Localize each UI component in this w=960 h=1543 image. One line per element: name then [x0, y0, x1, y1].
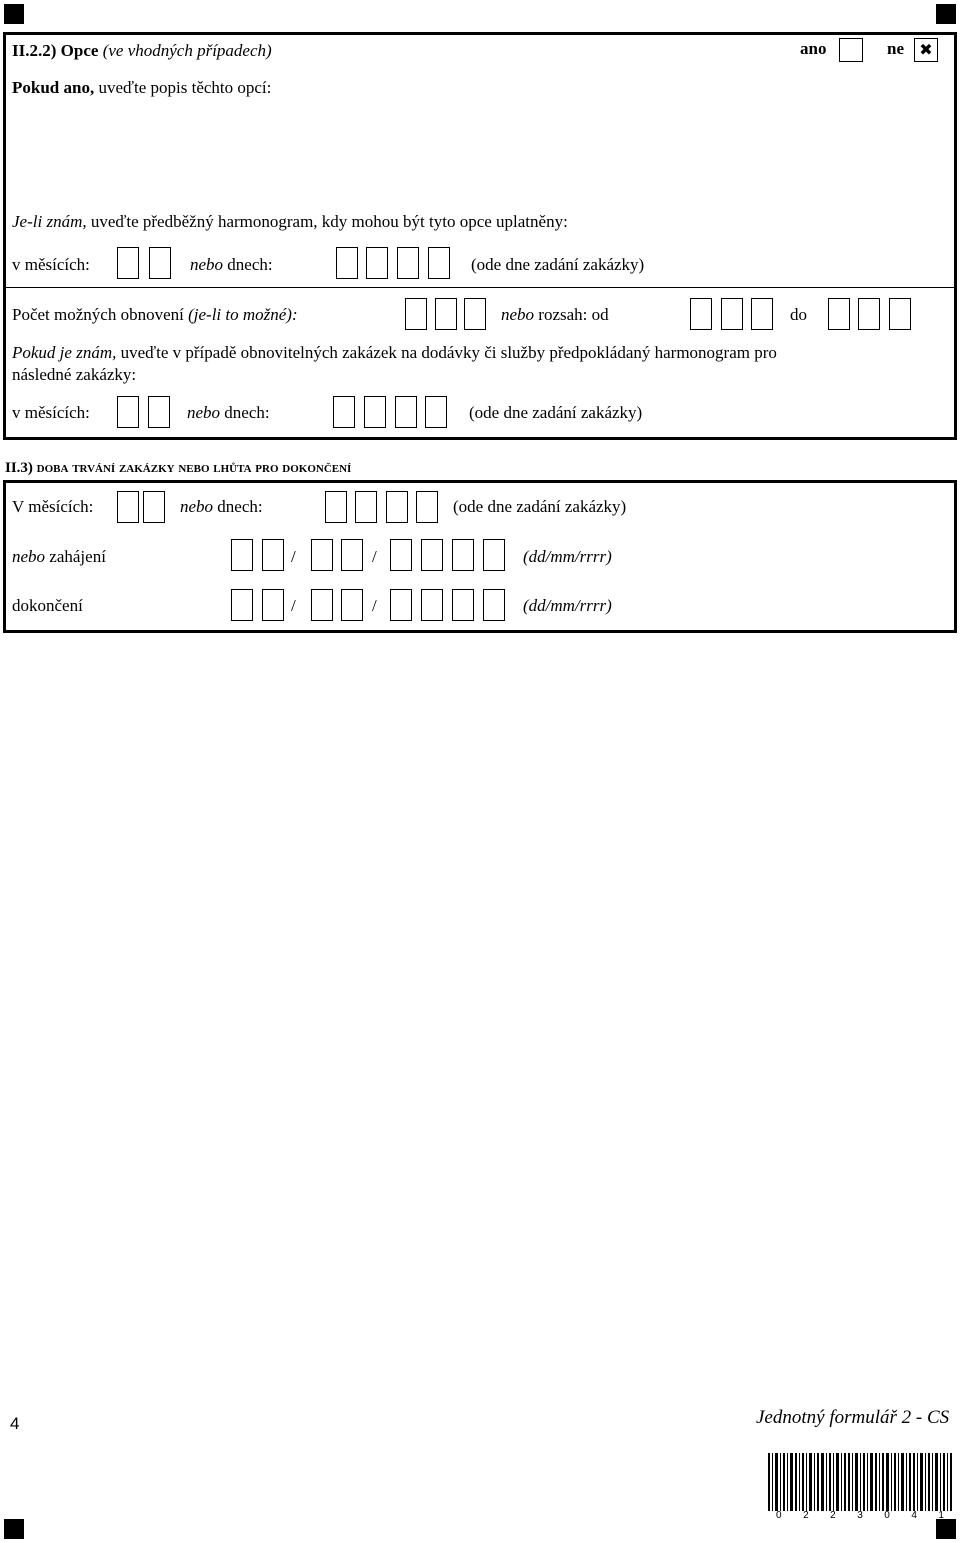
months-digit-box-2[interactable] [148, 396, 170, 428]
renewals-digit-box[interactable] [405, 298, 427, 330]
end-year-box[interactable] [483, 589, 505, 621]
divider [5, 287, 955, 288]
duration-or-label: nebo [180, 497, 214, 516]
options-schedule-prompt [12, 212, 568, 232]
months-label-2: v měsících: [12, 403, 90, 422]
range-to-digit-box[interactable] [828, 298, 850, 330]
schedule-italic: Je-li znám, [12, 212, 87, 231]
days-digit-box-2[interactable] [364, 396, 386, 428]
range-from-digit-box[interactable] [721, 298, 743, 330]
days-digit-box-2[interactable] [333, 396, 355, 428]
days-digit-box-2[interactable] [395, 396, 417, 428]
date-slash: / [291, 547, 296, 566]
barcode-digit: 3 [857, 1510, 863, 1521]
duration-days-digit-box[interactable] [386, 491, 408, 523]
days-digit-box[interactable] [428, 247, 450, 279]
days-digit-box[interactable] [336, 247, 358, 279]
renewals-note: (je-li to možné): [188, 305, 298, 324]
range-label: rozsah: od [538, 305, 609, 324]
months-digit-box[interactable] [117, 247, 139, 279]
duration-days-digit-box[interactable] [325, 491, 347, 523]
start-date-format: (dd/mm/rrrr) [523, 547, 612, 566]
range-to-digit-box[interactable] [858, 298, 880, 330]
describe-bold: Pokud ano, [12, 78, 95, 97]
or-days-label [190, 255, 273, 275]
renewals-digit-box[interactable] [435, 298, 457, 330]
duration-or-days [180, 497, 263, 517]
from-award-label: (ode dne zadání zakázky) [471, 255, 645, 274]
barcode-digit: 4 [911, 1510, 917, 1521]
renewable-rest: uveďte v případě obnovitelných zakázek na dodávky či služby předpokládaný harmonogram pro [120, 343, 777, 362]
checked-x-icon: ✖ [919, 40, 933, 59]
yes-checkbox[interactable] [839, 38, 863, 62]
months-label: v měsících: [12, 255, 90, 274]
months-digit-box[interactable] [149, 247, 171, 279]
options-description-prompt [12, 78, 271, 98]
end-month-box[interactable] [341, 589, 363, 621]
end-date-format: (dd/mm/rrrr) [523, 596, 612, 615]
range-or: nebo [501, 305, 535, 324]
renewals-prompt [12, 305, 298, 325]
days-label-2: dnech: [224, 403, 270, 422]
duration-days-digit-box[interactable] [416, 491, 438, 523]
days-digit-box[interactable] [397, 247, 419, 279]
barcode-digits [766, 1510, 954, 1521]
end-year-box[interactable] [452, 589, 474, 621]
renewals-digit-box[interactable] [464, 298, 486, 330]
start-month-box[interactable] [311, 539, 333, 571]
barcode-digit: 0 [776, 1510, 782, 1521]
start-label: zahájení [49, 547, 106, 566]
barcode-digit: 1 [938, 1510, 944, 1521]
start-year-box[interactable] [390, 539, 412, 571]
start-year-box[interactable] [452, 539, 474, 571]
duration-days-digit-box[interactable] [355, 491, 377, 523]
end-day-box[interactable] [231, 589, 253, 621]
duration-heading-title: doba trvání zakázky nebo lhůta pro dokončení [36, 460, 352, 476]
options-heading [12, 41, 272, 61]
start-day-box[interactable] [231, 539, 253, 571]
or-label-2: nebo [187, 403, 221, 422]
range-to-digit-box[interactable] [889, 298, 911, 330]
renewable-italic: Pokud je znám, [12, 343, 117, 362]
barcode-digit: 2 [803, 1510, 809, 1521]
or-label: nebo [190, 255, 224, 274]
months-digit-box-2[interactable] [117, 396, 139, 428]
duration-heading [5, 458, 351, 478]
date-slash: / [372, 596, 377, 615]
describe-rest: uveďte popis těchto opcí: [98, 78, 272, 97]
date-slash: / [291, 596, 296, 615]
page-number: 4 [10, 1414, 20, 1433]
options-heading-number: II.2.2) [12, 41, 57, 60]
end-year-box[interactable] [390, 589, 412, 621]
barcode-digit: 0 [884, 1510, 890, 1521]
registration-mark-bottom-left [4, 1519, 24, 1539]
start-day-box[interactable] [262, 539, 284, 571]
renewable-rest-line2: následné zakázky: [12, 365, 137, 384]
barcode-digit: 2 [830, 1510, 836, 1521]
end-month-box[interactable] [311, 589, 333, 621]
range-from-digit-box[interactable] [751, 298, 773, 330]
barcode [766, 1453, 954, 1511]
days-digit-box[interactable] [366, 247, 388, 279]
duration-months-digit-box[interactable] [143, 491, 165, 523]
yes-label: ano [800, 39, 827, 58]
duration-from-award-label: (ode dne zadání zakázky) [453, 497, 627, 516]
registration-mark-top-right [936, 4, 956, 24]
renewals-label: Počet možných obnovení [12, 305, 184, 324]
duration-months-digit-box[interactable] [117, 491, 139, 523]
or-days-label-2 [187, 403, 270, 423]
registration-mark-bottom-right [936, 1519, 956, 1539]
duration-months-label: V měsících: [12, 497, 94, 516]
days-label: dnech: [227, 255, 273, 274]
range-to-label: do [790, 305, 807, 324]
end-year-box[interactable] [421, 589, 443, 621]
start-prompt [12, 547, 106, 567]
start-year-box[interactable] [483, 539, 505, 571]
no-checkbox[interactable] [914, 38, 938, 62]
renewable-schedule-prompt [12, 343, 777, 363]
schedule-rest: uveďte předběžný harmonogram, kdy mohou být tyto opce uplatněny: [90, 212, 568, 231]
form-name: Jednotný formulář 2 - CS [756, 1407, 950, 1428]
duration-heading-number: II.3) [5, 460, 33, 476]
start-or: nebo [12, 547, 46, 566]
options-heading-title: Opce [60, 41, 99, 60]
start-month-box[interactable] [341, 539, 363, 571]
date-slash: / [372, 547, 377, 566]
no-label: ne [887, 39, 904, 58]
end-label: dokončení [12, 596, 83, 615]
range-from-digit-box[interactable] [690, 298, 712, 330]
duration-days-label: dnech: [217, 497, 263, 516]
options-heading-note: (ve vhodných případech) [102, 41, 272, 60]
registration-mark-top-left [4, 4, 24, 24]
days-digit-box-2[interactable] [425, 396, 447, 428]
start-year-box[interactable] [421, 539, 443, 571]
range-prompt [501, 305, 609, 325]
from-award-label-2: (ode dne zadání zakázky) [469, 403, 643, 422]
end-day-box[interactable] [262, 589, 284, 621]
